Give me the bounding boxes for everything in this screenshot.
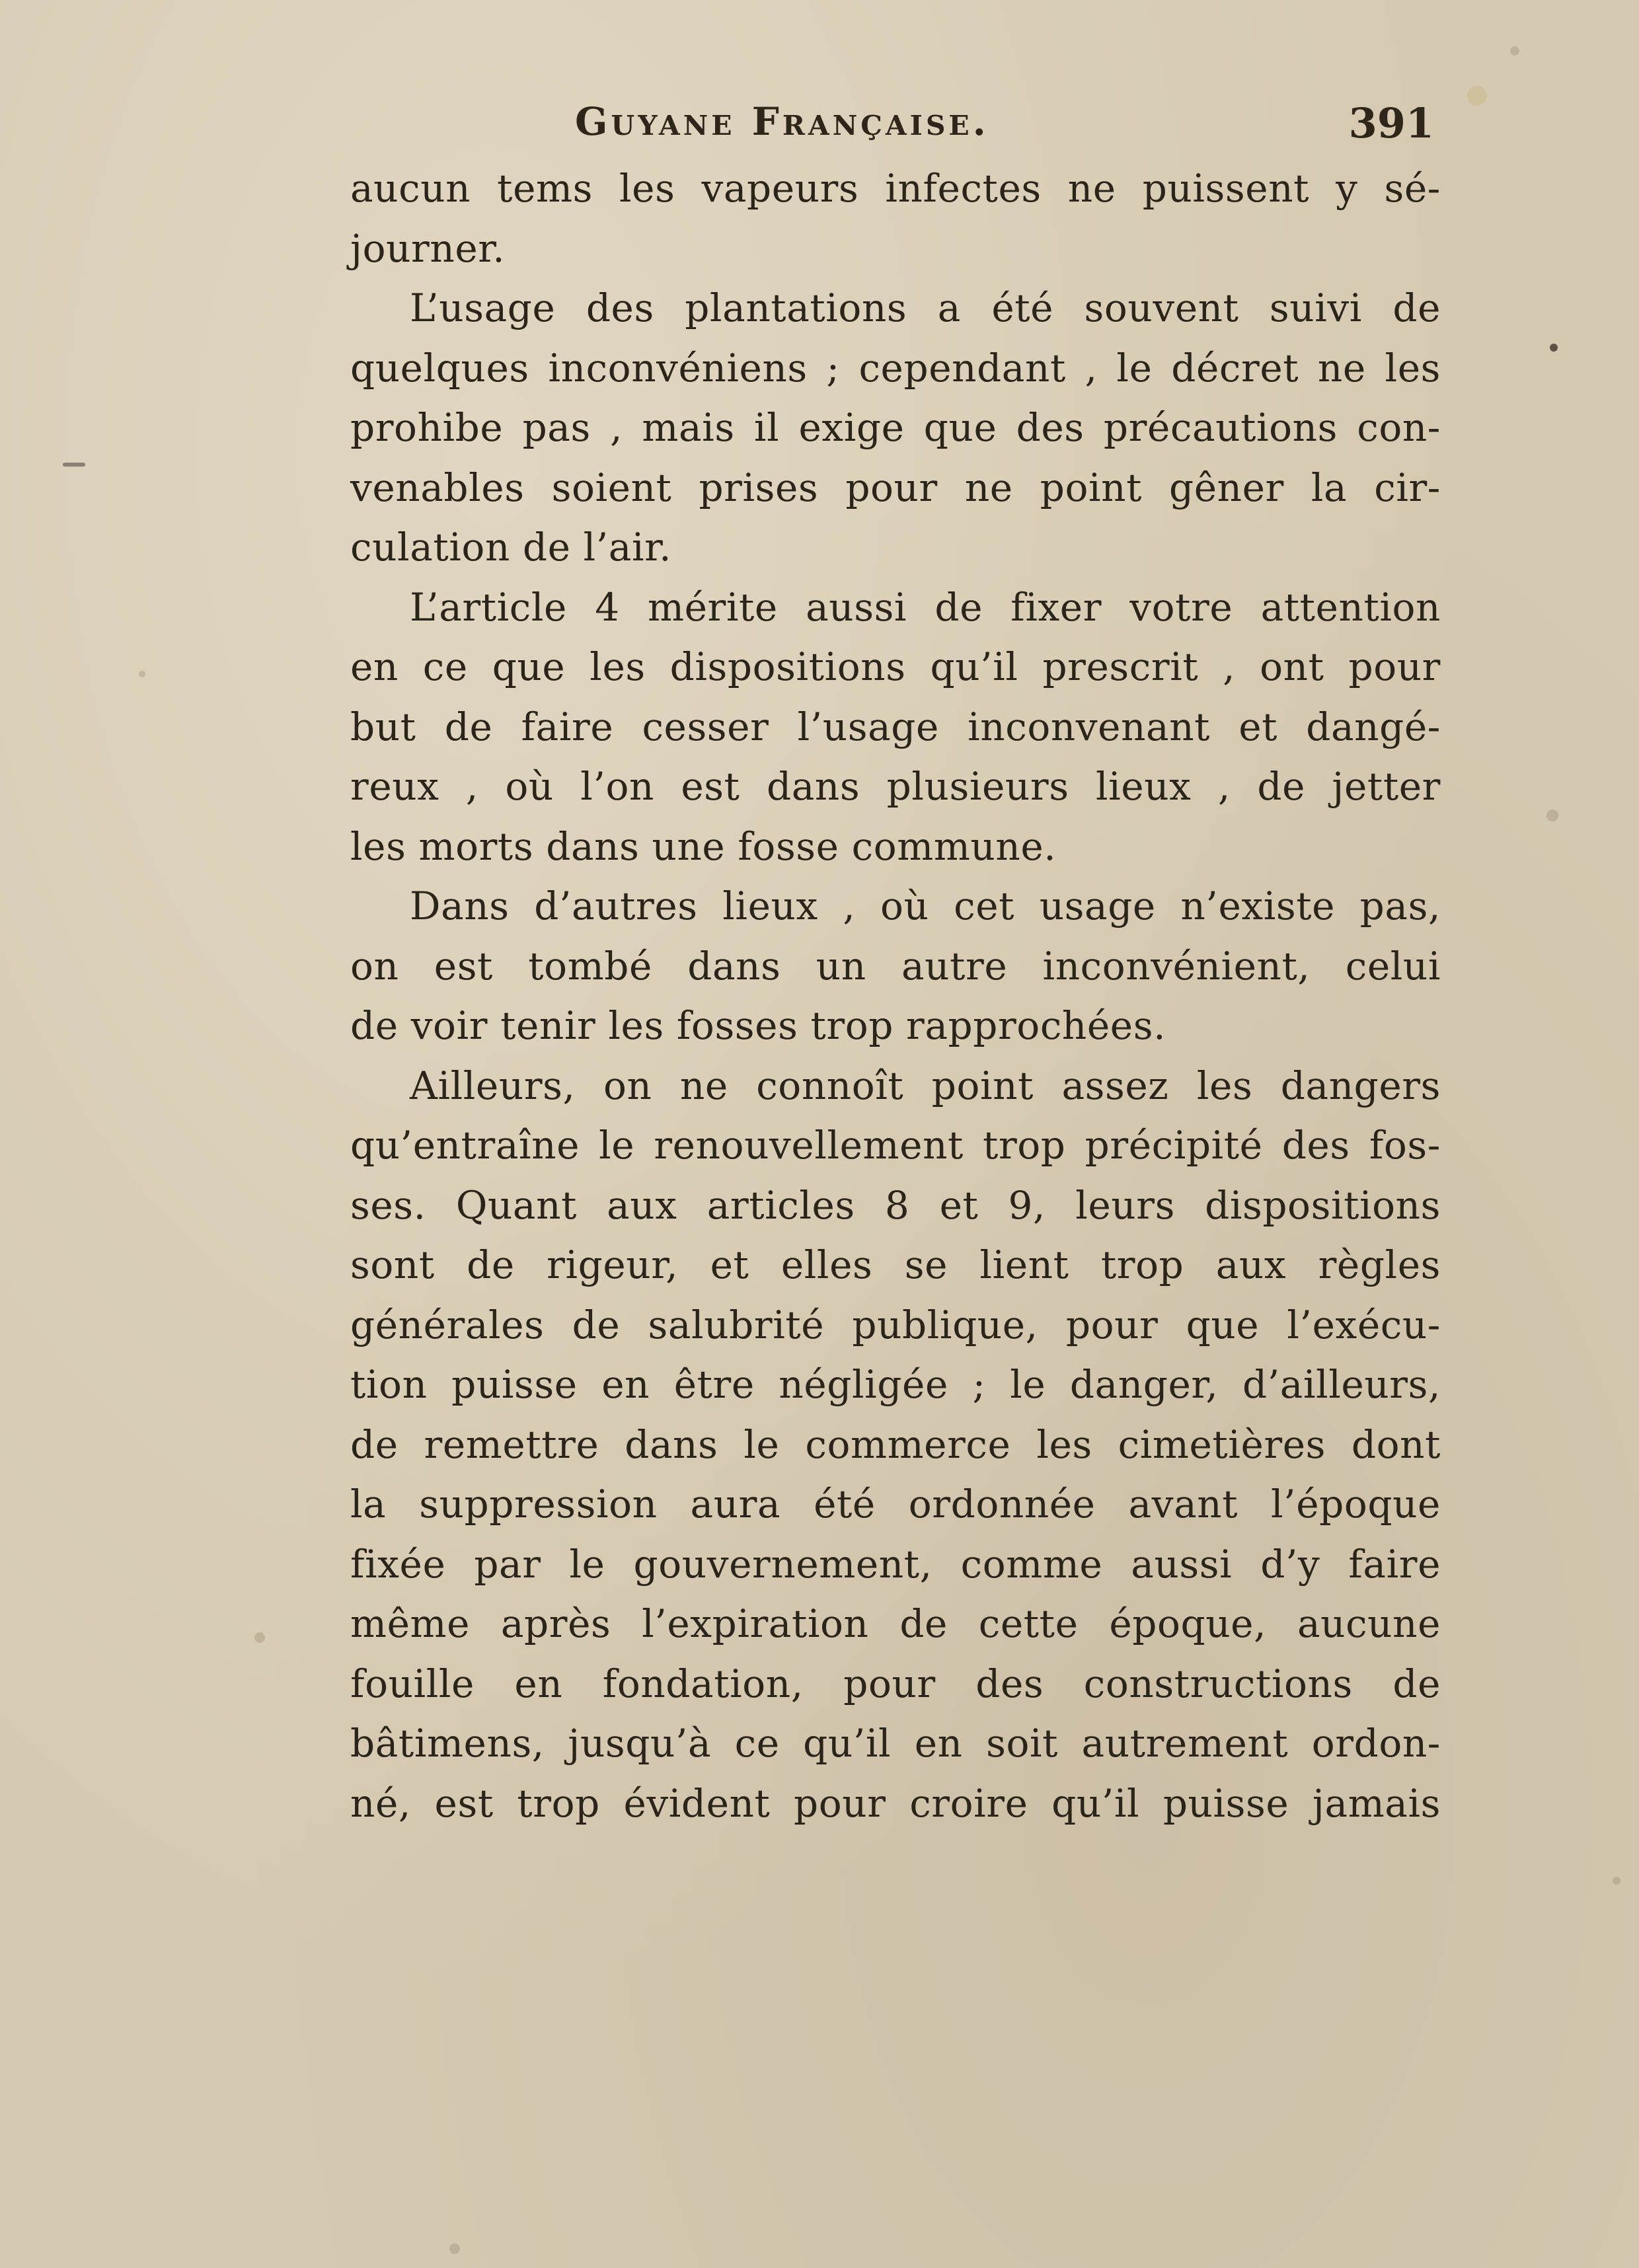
body-text <box>350 159 1441 1833</box>
text-line: même après l’expiration de cette époque, aucune <box>350 1601 1441 1646</box>
paragraph-first-line: Dans d’autres lieux , où cet usage n’existe pas, <box>410 884 1441 928</box>
paragraph-first-line: L’article 4 mérite aussi de fixer votre attention <box>410 584 1441 630</box>
text-line: de voir tenir les fosses trop rapprochées. <box>350 1003 1166 1048</box>
text-line: culation de l’air. <box>350 525 672 570</box>
page-header <box>575 99 1434 159</box>
paper-speck <box>254 1632 265 1643</box>
paper-speck <box>1550 344 1558 352</box>
paragraph-first-line: Ailleurs, on ne connoît point assez les dangers <box>410 1063 1441 1108</box>
paper-speck <box>139 671 145 677</box>
text-line: la suppression aura été ordonnée avant l’époque <box>350 1482 1441 1527</box>
text-line: but de faire cesser l’usage inconvenant et dangé- <box>350 704 1441 749</box>
paragraph-first-line: L’usage des plantations a été souvent suivi de <box>410 285 1441 330</box>
text-line: journer. <box>350 225 506 271</box>
text-line: quelques inconvéniens ; cependant , le décret ne les <box>350 345 1441 391</box>
text-line: ses. Quant aux articles 8 et 9, leurs dispositions <box>350 1182 1441 1228</box>
paper-speck <box>1613 1877 1620 1885</box>
text-line: venables soient prises pour ne point gêner la cir- <box>350 465 1441 510</box>
text-line: qu’entraîne le renouvellement trop précipité des fos- <box>350 1123 1441 1168</box>
text-line: sont de rigeur, et elles se lient trop aux règles <box>350 1242 1441 1287</box>
text-line: tion puisse en être négligée ; le danger, d’ailleurs, <box>350 1362 1441 1407</box>
text-line: générales de salubrité publique, pour que l’exécu- <box>350 1302 1441 1347</box>
page-number: 391 <box>1348 99 1434 147</box>
running-title: Guyane Française. <box>575 99 989 144</box>
text-line: de remettre dans le commerce les cimetières dont <box>350 1421 1441 1467</box>
paper-speck <box>63 463 85 467</box>
text-line: les morts dans une fosse commune. <box>350 823 1057 869</box>
paper-speck <box>1510 46 1519 56</box>
text-line: bâtimens, jusqu’à ce qu’il en soit autrement ordon- <box>350 1721 1441 1766</box>
text-line: né, est trop évident pour croire qu’il puisse jamais <box>350 1780 1441 1826</box>
paper-speck <box>1546 810 1558 821</box>
text-line: fixée par le gouvernement, comme aussi d’y faire <box>350 1541 1441 1587</box>
text-line: fouille en fondation, pour des constructions de <box>350 1661 1441 1706</box>
text-line: on est tombé dans un autre inconvénient, celui <box>350 943 1441 989</box>
paper-speck <box>1467 86 1487 106</box>
paper-speck <box>449 2244 460 2254</box>
text-line: prohibe pas , mais il exige que des précautions con- <box>350 405 1441 450</box>
text-line: aucun tems les vapeurs infectes ne puissent y sé- <box>350 166 1441 211</box>
text-line: en ce que les dispositions qu’il prescrit , ont pour <box>350 644 1441 689</box>
text-line: reux , où l’on est dans plusieurs lieux , de jetter <box>350 764 1441 809</box>
